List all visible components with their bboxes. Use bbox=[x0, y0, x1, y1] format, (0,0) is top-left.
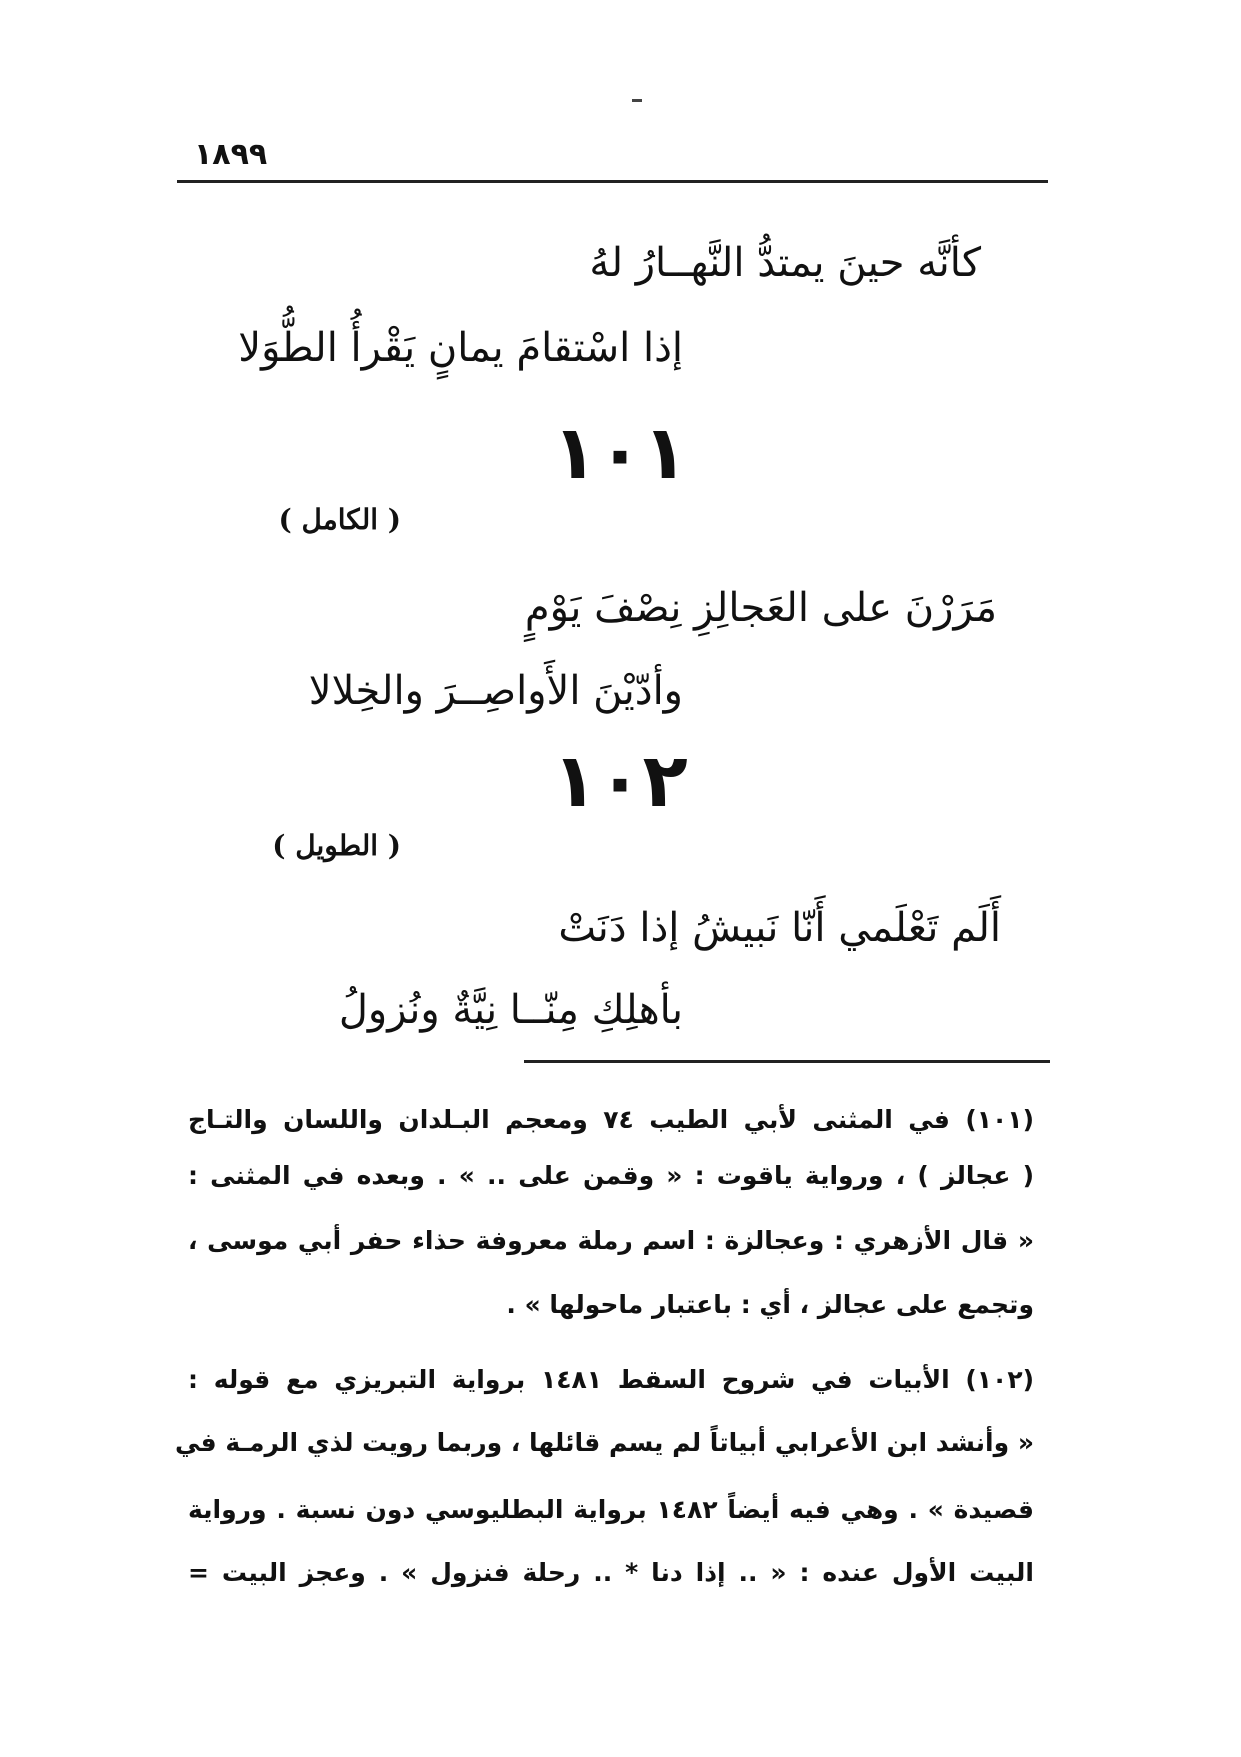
footnote-line: ( عجالز ) ، ورواية ياقوت : « وقمن على .. » . وبعده في المثنى : bbox=[188, 1161, 1034, 1190]
poem-meter: ( الكامل ) bbox=[278, 503, 401, 536]
footnote-line: (١٠١) في المثنى لأبي الطيب ٧٤ ومعجم البـلدان واللسان والتـاج bbox=[188, 1105, 1034, 1134]
poem-meter: ( الطويل ) bbox=[272, 829, 401, 862]
verse-hemistich-second: إذا اسْتقامَ يمانٍ يَقْرأُ الطُّوَلا bbox=[238, 325, 683, 371]
footnote-line: البيت الأول عنده : « .. إذا دنا * .. رحلة فنزول » . وعجز البيت = bbox=[188, 1558, 1034, 1587]
verse-hemistich-second: وأدّيْنَ الأَواصِــرَ والخِلالا bbox=[308, 668, 683, 714]
verse-hemistich-first: مَرَرْنَ على العَجالِزِ نِصْفَ يَوْمٍ bbox=[524, 585, 997, 631]
verse-hemistich-second: بأهلِكِ مِنّــا نِيَّةٌ ونُزولُ bbox=[338, 987, 683, 1033]
poem-number: ١٠٢ bbox=[552, 738, 688, 824]
footnote-line: (١٠٢) الأبيات في شروح السقط ١٤٨١ برواية التبريزي مع قوله : bbox=[188, 1365, 1035, 1394]
footnote-line: وتجمع على عجالز ، أي : باعتبار ماحولها » . bbox=[506, 1290, 1034, 1319]
footnote-line: قصيدة » . وهي فيه أيضاً ١٤٨٢ برواية البطليوسي دون نسبة . ورواية bbox=[188, 1495, 1035, 1524]
header-rule bbox=[177, 180, 1048, 183]
footnotes-rule bbox=[524, 1060, 1050, 1063]
top-mark bbox=[632, 99, 642, 102]
poem-number: ١٠١ bbox=[552, 410, 688, 496]
footnote-line: « وأنشد ابن الأعرابي أبياتاً لم يسم قائلها ، وربما رويت لذي الرمـة في bbox=[174, 1428, 1034, 1457]
verse-hemistich-first: أَلَم تَعْلَمي أَنّا نَبيشُ إذا دَنَتْ bbox=[558, 905, 1001, 951]
footnote-line: « قال الأزهري : وعجالزة : اسم رملة معروفة حذاء حفر أبي موسى ، bbox=[188, 1226, 1034, 1255]
verse-hemistich-first: كأنَّه حينَ يمتدُّ النَّهــارُ لهُ bbox=[589, 240, 981, 286]
page-number: ١٨٩٩ bbox=[194, 137, 268, 172]
